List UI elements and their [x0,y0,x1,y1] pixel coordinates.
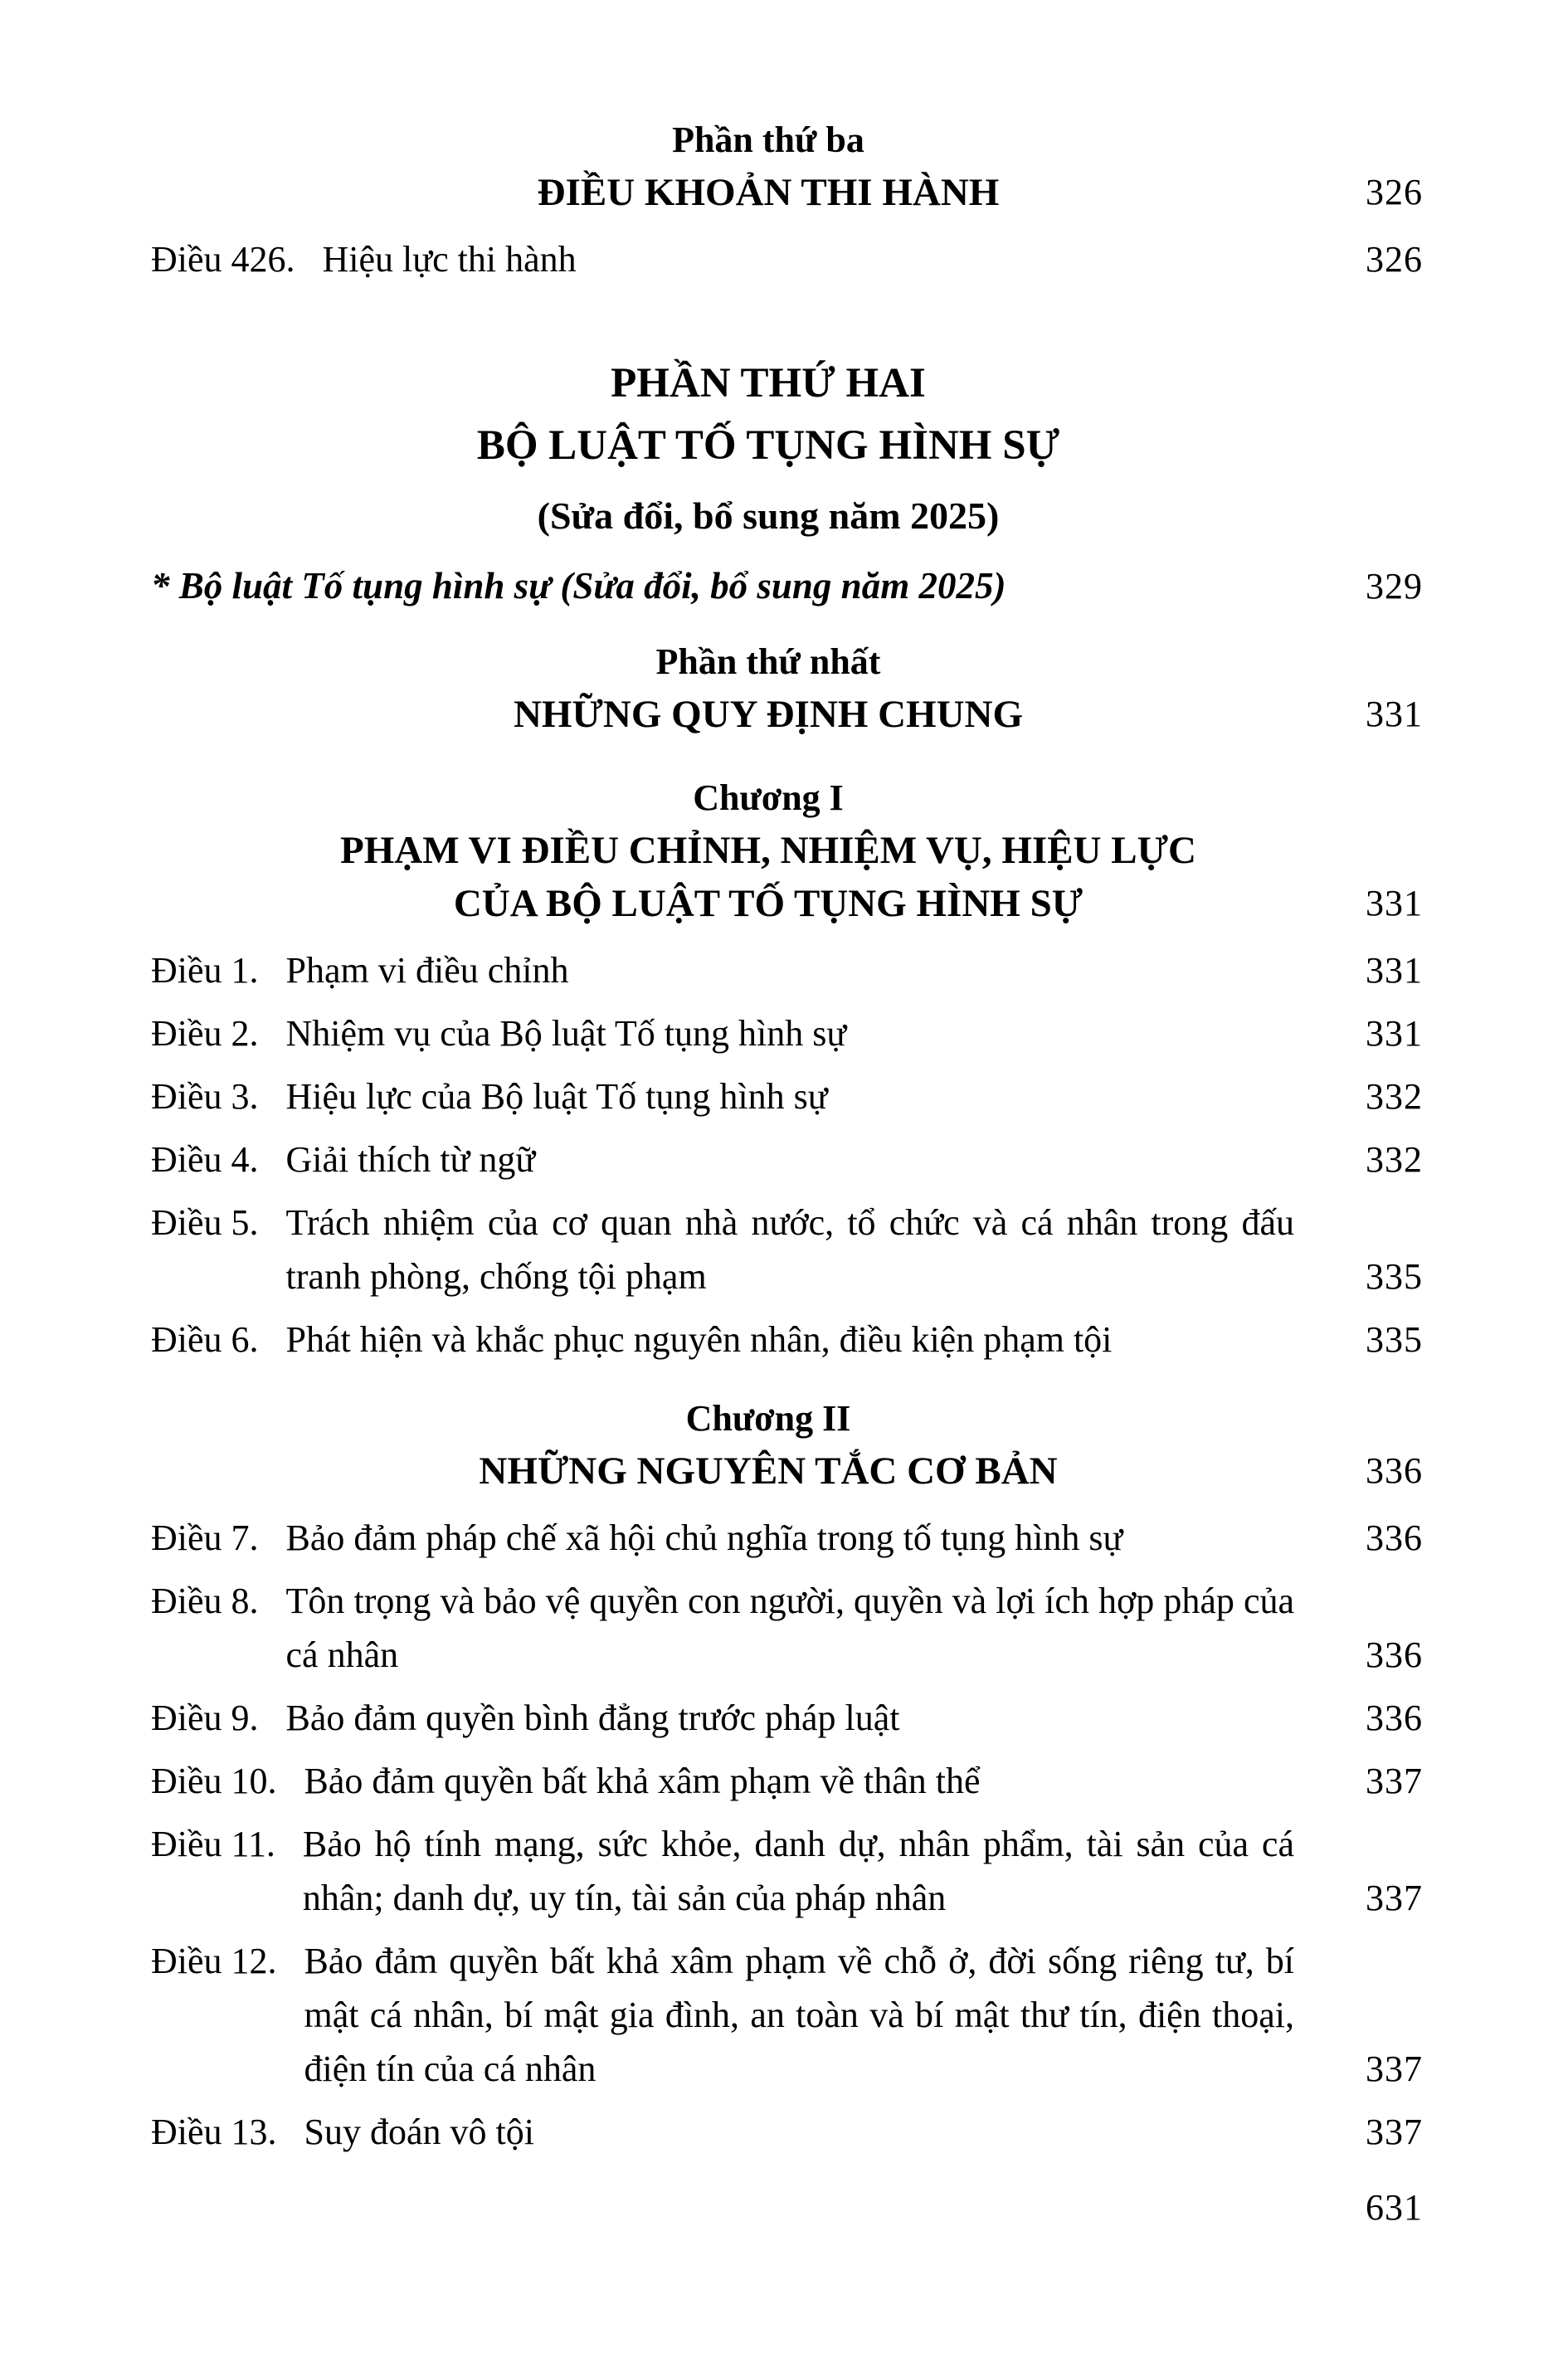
toc-entry [151,1196,1423,1303]
section-label [151,636,1423,688]
heading-page-number: 331 [1366,694,1423,734]
heading-page-number: 336 [1366,1450,1423,1491]
entry-title: Hiệu lực thi hành [322,239,577,280]
toc-entry [151,1934,1423,2096]
toc-entry [151,1313,1423,1366]
entry-title: Bảo đảm quyền bất khả xâm phạm về thân thể [304,1761,981,1801]
heading-page-number: 326 [1366,172,1423,212]
section-heading [151,166,1423,219]
entry-page-number: 337 [1366,2049,1423,2089]
entry-page-number: 337 [1366,2112,1423,2152]
entry-number: Điều 7. [151,1518,259,1558]
heading-page-number: 331 [1366,883,1423,923]
section-heading [151,1444,1423,1498]
entry-number: Điều 12. [151,1941,277,1981]
toc-entry [151,1754,1423,1808]
heading-text: NHỮNG NGUYÊN TẮC CƠ BẢN [479,1449,1058,1493]
entry-page-number: 331 [1366,950,1423,991]
heading-text: Phần thứ nhất [655,641,881,682]
entry-title: Nhiệm vụ của Bộ luật Tố tụng hình sự [285,1013,847,1054]
heading-text: Chương I [693,777,844,818]
entry-title: Phạm vi điều chỉnh [285,950,569,991]
entry-number: Điều 1. [151,950,259,991]
amendment-note-entry [151,559,1423,613]
entry-page-number: 331 [1366,1013,1423,1054]
toc-entry [151,1069,1423,1123]
footer-page-number: 631 [1366,2187,1423,2228]
entry-number: Điều 10. [151,1761,277,1801]
heading-text: ĐIỀU KHOẢN THI HÀNH [537,171,1000,214]
page-footer [151,2180,1423,2234]
heading-text: PHẠM VI ĐIỀU CHỈNH, NHIỆM VỤ, HIỆU LỰC [340,829,1196,872]
section-label [151,772,1423,824]
entry-number: Điều 8. [151,1581,259,1621]
entry-title: Bảo đảm pháp chế xã hội chủ nghĩa trong tố tụng hình sự [285,1518,1123,1558]
part-title-heading [151,417,1423,475]
entry-page-number: 335 [1366,1319,1423,1360]
entry-page-number: 326 [1366,239,1423,280]
heading-text: BỘ LUẬT TỐ TỤNG HÌNH SỰ [476,422,1060,469]
section-heading [151,877,1423,930]
heading-text: CỦA BỘ LUẬT TỐ TỤNG HÌNH SỰ [453,882,1083,925]
section-heading [151,688,1423,741]
heading-text: Chương II [685,1398,851,1439]
entry-number: Điều 5. [151,1202,259,1243]
entry-number: Điều 13. [151,2112,277,2152]
entry-page-number: 337 [1366,1878,1423,1918]
heading-text: (Sửa đổi, bổ sung năm 2025) [537,494,1000,537]
entry-page-number: 336 [1366,1634,1423,1675]
entry-number: Điều 426. [151,239,295,280]
entry-page-number: 337 [1366,1761,1423,1801]
entry-page-number: 335 [1366,1256,1423,1297]
entry-title: Bảo đảm quyền bất khả xâm phạm về chỗ ở, đời sống riêng tư, bí mật cá nhân, bí mật gia đình, an toàn và bí mật thư tín, điện thoại, điện tín của cá nhân [304,1941,1294,2089]
toc-entry [151,1511,1423,1565]
heading-page-number: 329 [1366,566,1423,607]
entry-page-number: 332 [1366,1076,1423,1117]
part-number-heading [151,354,1423,412]
heading-text: Phần thứ ba [672,119,864,160]
toc-entry [151,1817,1423,1925]
entry-title: Bảo đảm quyền bình đẳng trước pháp luật [285,1698,900,1738]
entry-title: Phát hiện và khắc phục nguyên nhân, điều kiện phạm tội [285,1319,1113,1360]
entry-title: Bảo hộ tính mạng, sức khỏe, danh dự, nhân phẩm, tài sản của cá nhân; danh dự, uy tín, tài sản của pháp nhân [302,1824,1294,1918]
entry-page-number: 332 [1366,1139,1423,1180]
toc-list [151,114,1423,2159]
section-label [151,114,1423,166]
heading-text: PHẦN THỨ HAI [611,360,926,407]
toc-entry [151,2105,1423,2159]
toc-entry [151,1574,1423,1682]
section-heading [151,824,1423,877]
toc-entry [151,1691,1423,1745]
heading-text: NHỮNG QUY ĐỊNH CHUNG [513,693,1024,736]
entry-title: Trách nhiệm của cơ quan nhà nước, tổ chức và cá nhân trong đấu tranh phòng, chống tội phạm [285,1202,1294,1297]
entry-number: Điều 6. [151,1319,259,1360]
entry-title: Tôn trọng và bảo vệ quyền con người, quyền và lợi ích hợp pháp của cá nhân [285,1581,1294,1675]
entry-number: Điều 4. [151,1139,259,1180]
toc-entry [151,1006,1423,1060]
heading-text: * Bộ luật Tố tụng hình sự (Sửa đổi, bổ sung năm 2025) [151,565,1006,607]
entry-title: Hiệu lực của Bộ luật Tố tụng hình sự [285,1076,828,1117]
part-subtitle-heading [151,490,1423,543]
entry-title: Giải thích từ ngữ [285,1139,536,1180]
entry-number: Điều 2. [151,1013,259,1054]
entry-page-number: 336 [1366,1518,1423,1558]
toc-entry [151,1133,1423,1186]
section-label [151,1393,1423,1444]
entry-title: Suy đoán vô tội [304,2112,534,2152]
entry-number: Điều 9. [151,1698,259,1738]
entry-number: Điều 3. [151,1076,259,1117]
entry-page-number: 336 [1366,1698,1423,1738]
toc-entry [151,943,1423,997]
entry-number: Điều 11. [151,1824,275,1864]
toc-entry [151,232,1423,286]
